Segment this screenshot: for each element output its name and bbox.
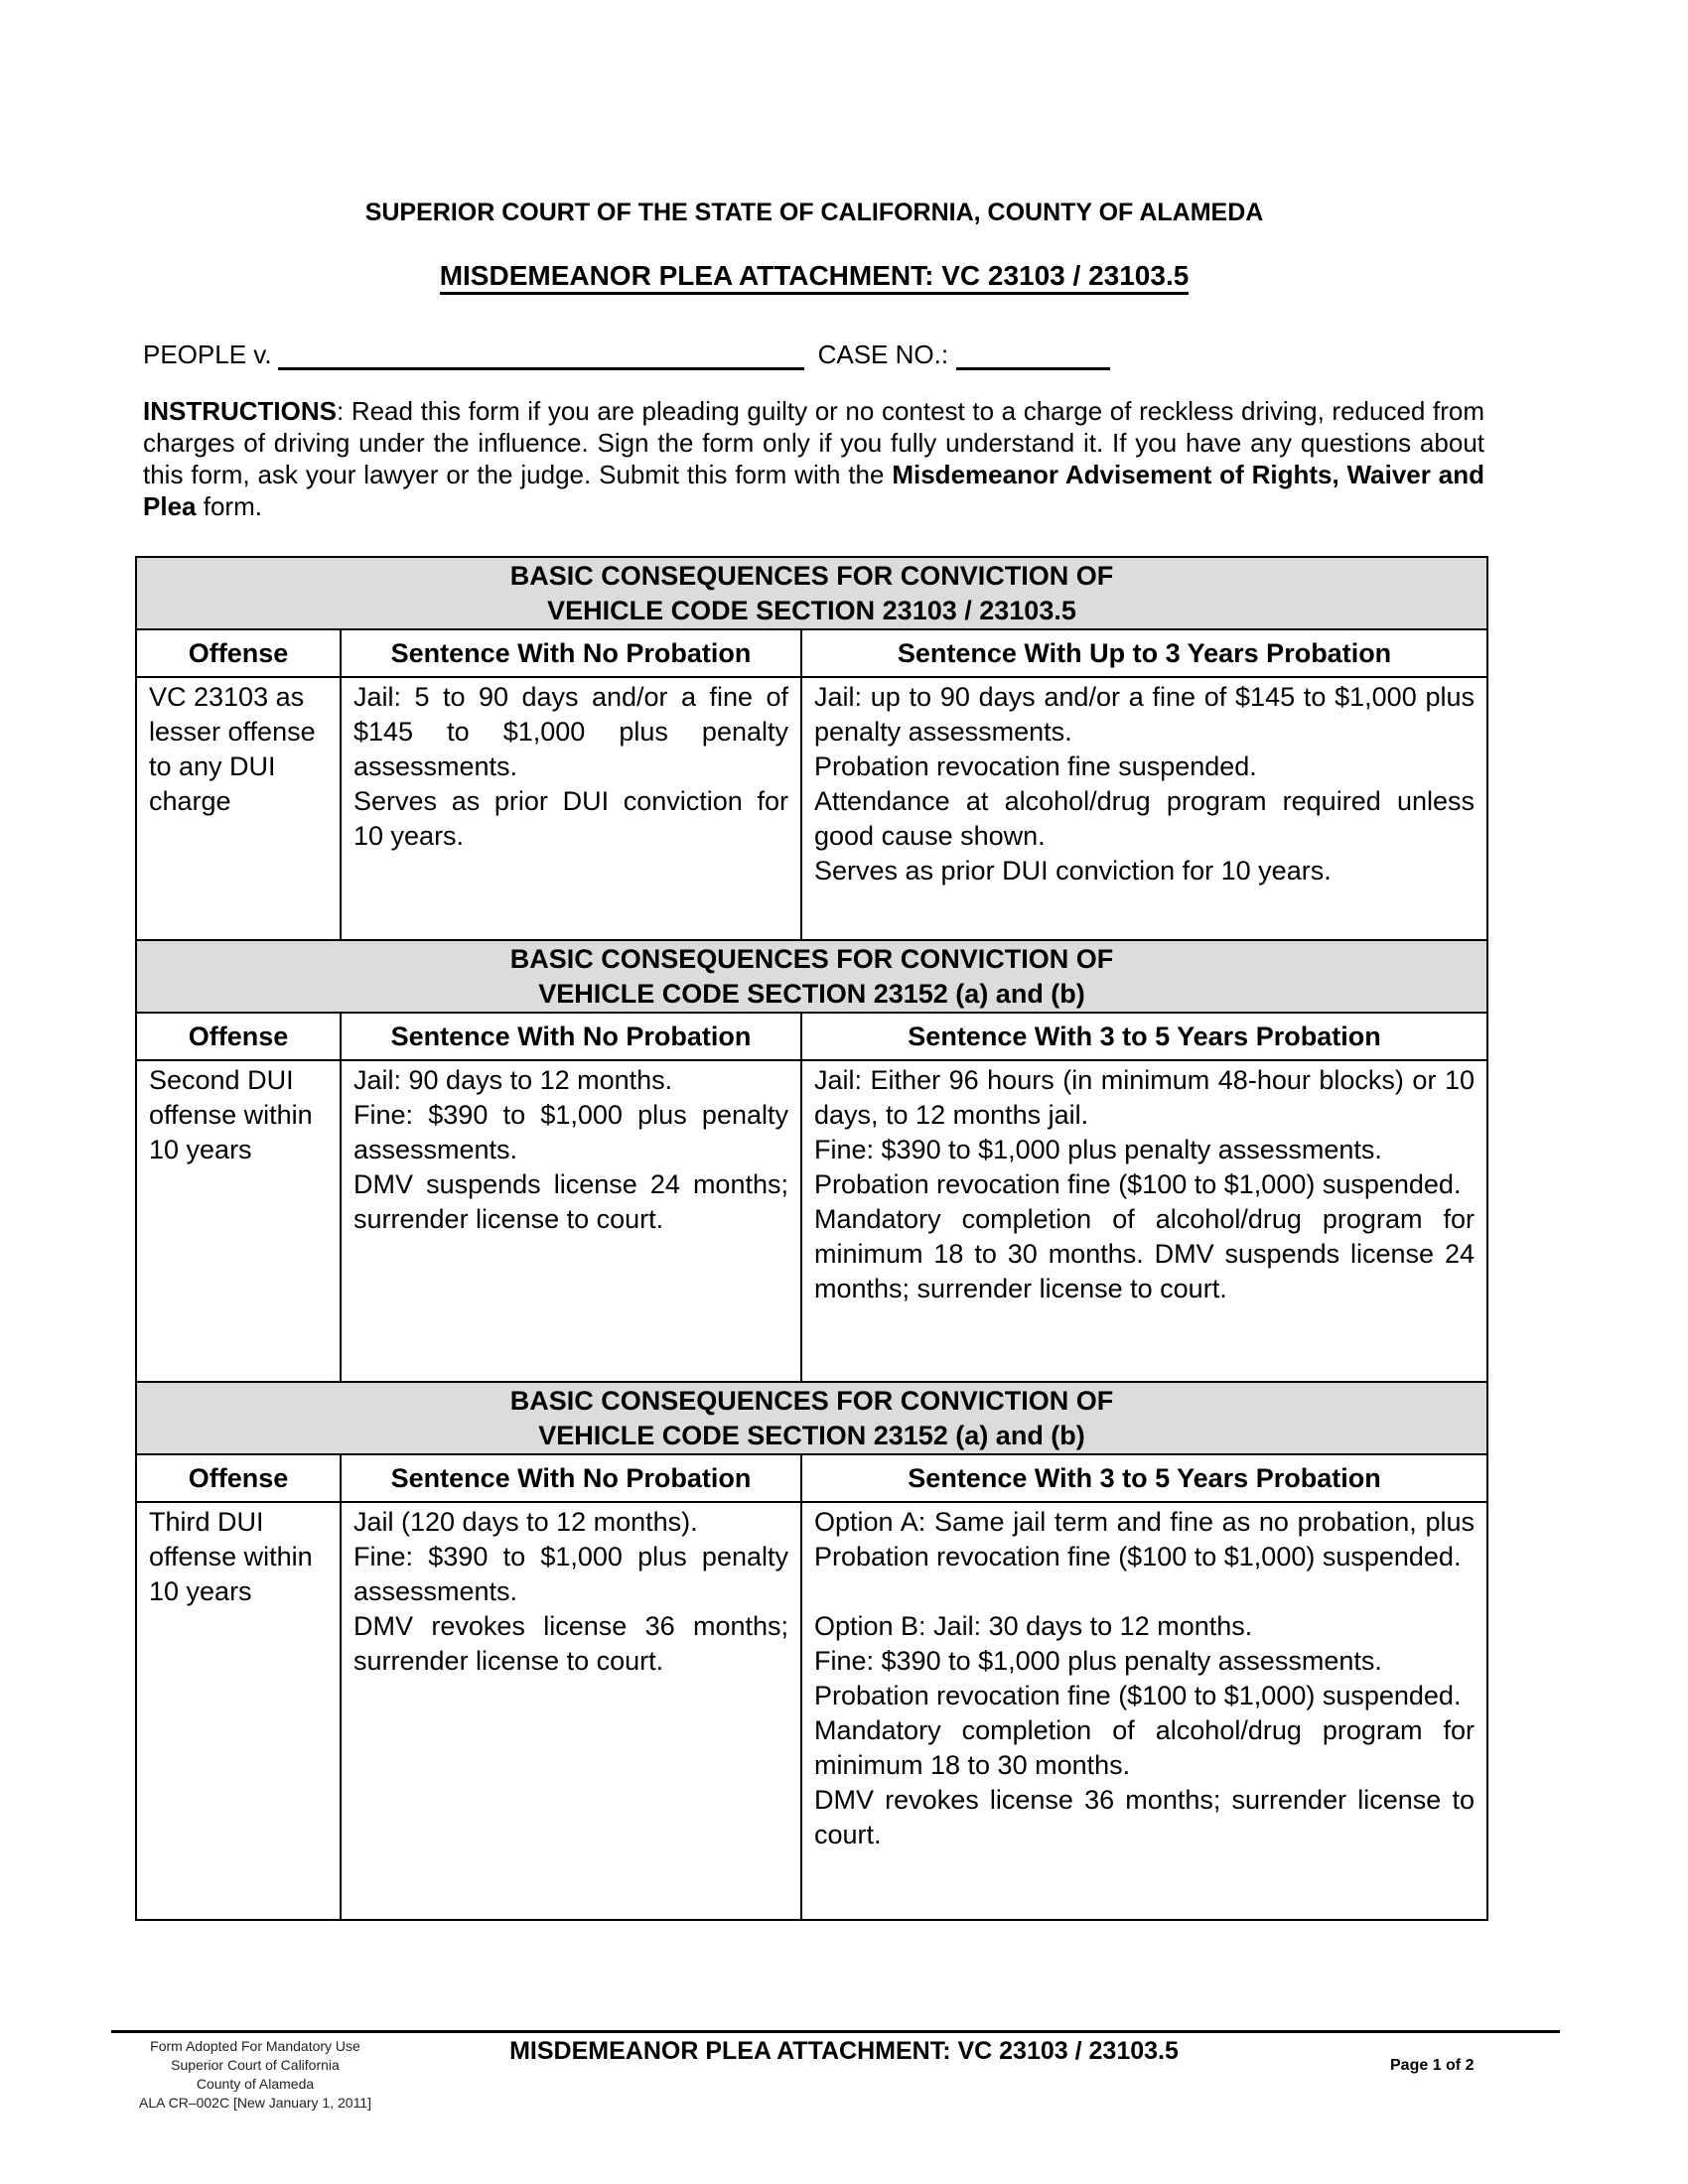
column-header-row — [136, 629, 1487, 677]
section-header-row — [136, 940, 1487, 1013]
case-no-field[interactable] — [956, 341, 1110, 370]
section-header-row — [136, 557, 1487, 629]
people-label: PEOPLE v. — [143, 340, 272, 369]
no-probation-cell — [341, 677, 801, 940]
offense-cell: Third DUI offense within 10 years — [136, 1502, 341, 1920]
instructions-label: INSTRUCTIONS — [143, 396, 337, 426]
form-line: Form Adopted For Mandatory Use — [150, 2038, 360, 2054]
column-header-row — [136, 1454, 1487, 1502]
table-row — [136, 677, 1487, 940]
probation-cell — [801, 677, 1487, 940]
form-number: ALA CR–002C [New January 1, 2011] — [139, 2095, 371, 2111]
sentence-item: Option B: Jail: 30 days to 12 months. — [814, 1611, 1253, 1641]
col-probation: Sentence With 3 to 5 Years Probation — [801, 1454, 1487, 1502]
section-subtitle: VEHICLE CODE SECTION 23103 / 23103.5 — [547, 596, 1076, 625]
sentence-item: Serves as prior DUI conviction for 10 years. — [353, 786, 788, 851]
section-header — [136, 940, 1487, 1013]
sentence-item: Probation revocation fine suspended. — [814, 751, 1257, 781]
section-title: BASIC CONSEQUENCES FOR CONVICTION OF — [509, 561, 1114, 591]
col-probation: Sentence With 3 to 5 Years Probation — [801, 1013, 1487, 1060]
sentence-item: DMV revokes license 36 months; surrender license to court. — [353, 1611, 788, 1676]
consequences-table — [135, 556, 1488, 1921]
offense-cell: Second DUI offense within 10 years — [136, 1060, 341, 1382]
people-field[interactable] — [278, 341, 804, 370]
form-adoption-info — [111, 2037, 399, 2113]
section-subtitle: VEHICLE CODE SECTION 23152 (a) and (b) — [538, 979, 1085, 1009]
sentence-item: Attendance at alcohol/drug program required unless good cause shown. — [814, 786, 1475, 851]
no-probation-cell — [341, 1502, 801, 1920]
probation-cell — [801, 1502, 1487, 1920]
sentence-item: Probation revocation fine ($100 to $1,000) suspended. — [814, 1681, 1462, 1710]
col-no-probation: Sentence With No Probation — [341, 629, 801, 677]
section-title: BASIC CONSEQUENCES FOR CONVICTION OF — [509, 1386, 1114, 1416]
sentence-item: Jail: 90 days to 12 months. — [353, 1065, 673, 1095]
form-line: County of Alameda — [196, 2076, 315, 2092]
sentence-item: Fine: $390 to $1,000 plus penalty assessments. — [814, 1646, 1382, 1676]
sentence-item: Jail: up to 90 days and/or a fine of $145 to $1,000 plus penalty assessments. — [814, 682, 1475, 747]
sentence-item: Mandatory completion of alcohol/drug program for minimum 18 to 30 months. — [814, 1715, 1475, 1780]
column-header-row — [136, 1013, 1487, 1060]
sentence-item: DMV revokes license 36 months; surrender license to court. — [814, 1785, 1475, 1849]
section-subtitle: VEHICLE CODE SECTION 23152 (a) and (b) — [538, 1421, 1085, 1450]
form-title-text: MISDEMEANOR PLEA ATTACHMENT: VC 23103 / 23103.5 — [440, 260, 1190, 295]
section-title: BASIC CONSEQUENCES FOR CONVICTION OF — [509, 944, 1114, 974]
instructions — [143, 395, 1484, 522]
col-no-probation: Sentence With No Probation — [341, 1454, 801, 1502]
sentence-item: Serves as prior DUI conviction for 10 years. — [814, 856, 1332, 886]
offense-cell: VC 23103 as lesser offense to any DUI charge — [136, 677, 341, 940]
form-line: Superior Court of California — [171, 2057, 340, 2073]
no-probation-cell — [341, 1060, 801, 1382]
court-name: SUPERIOR COURT OF THE STATE OF CALIFORNIA, COUNTY OF ALAMEDA — [364, 199, 1264, 226]
col-offense: Offense — [136, 1454, 341, 1502]
footer-title: MISDEMEANOR PLEA ATTACHMENT: VC 23103 / 23103.5 — [509, 2037, 1179, 2065]
sentence-item: DMV suspends license 24 months; surrender license to court. — [353, 1169, 788, 1234]
sentence-item: Probation revocation fine ($100 to $1,000) suspended. — [814, 1169, 1462, 1199]
col-offense: Offense — [136, 1013, 341, 1060]
form-title — [0, 260, 1628, 292]
instructions-form-name: Misdemeanor Advisement of Rights, Waiver and Plea — [143, 460, 1484, 521]
instructions-text-end: form. — [196, 491, 262, 521]
sentence-item: Fine: $390 to $1,000 plus penalty assessments. — [814, 1135, 1382, 1164]
probation-cell — [801, 1060, 1487, 1382]
case-caption — [143, 340, 1110, 370]
spacer — [814, 1574, 1475, 1609]
sentence-item: Jail (120 days to 12 months). — [353, 1507, 698, 1537]
section-header-row — [136, 1382, 1487, 1454]
section-header — [136, 1382, 1487, 1454]
col-probation: Sentence With Up to 3 Years Probation — [801, 629, 1487, 677]
page-number: Page 1 of 2 — [1390, 2057, 1475, 2074]
case-no-label: CASE NO.: — [817, 340, 949, 369]
col-offense: Offense — [136, 629, 341, 677]
sentence-item: Jail: 5 to 90 days and/or a fine of $145 to $1,000 plus penalty assessments. — [353, 682, 788, 781]
section-header — [136, 557, 1487, 629]
instructions-text: : Read this form if you are pleading guilty or no contest to a charge of reckless driving, reduced from charges of driving under the influence. Sign the form only if you fully understand it. If you have any questions about this form, ask your lawyer or the judge. Submit this form with the — [143, 396, 1484, 489]
sentence-item: Mandatory completion of alcohol/drug program for minimum 18 to 30 months. DMV suspends license 24 months; surrender license to court. — [814, 1204, 1475, 1303]
sentence-item: Fine: $390 to $1,000 plus penalty assessments. — [353, 1100, 788, 1164]
sentence-item: Fine: $390 to $1,000 plus penalty assessments. — [353, 1542, 788, 1606]
footer-divider — [111, 2030, 1560, 2033]
table-row — [136, 1060, 1487, 1382]
sentence-item: Option A: Same jail term and fine as no probation, plus Probation revocation fine ($100 to $1,000) suspended. — [814, 1507, 1475, 1571]
table-row — [136, 1502, 1487, 1920]
sentence-item: Jail: Either 96 hours (in minimum 48-hour blocks) or 10 days, to 12 months jail. — [814, 1065, 1475, 1130]
col-no-probation: Sentence With No Probation — [341, 1013, 801, 1060]
